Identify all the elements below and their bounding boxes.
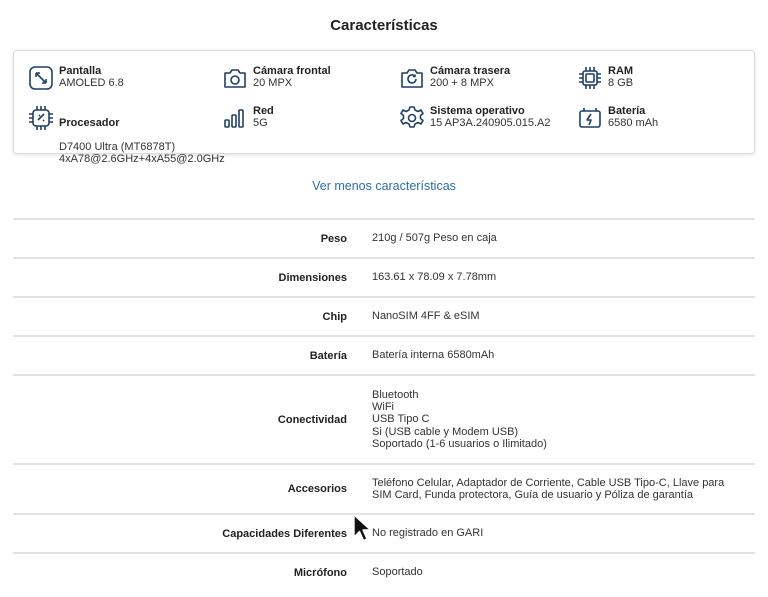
detail-value: Teléfono Celular, Adaptador de Corriente, Cable USB Tipo-C, Llave para SIM Card, Funda protectora, Guía de usuario y Póliza de garantía xyxy=(372,476,725,501)
spec-label: Sistema operativo xyxy=(430,105,525,117)
detail-value: NanoSIM 4FF & eSIM xyxy=(372,310,480,323)
gear-icon xyxy=(399,105,425,131)
front-camera-icon xyxy=(222,65,248,91)
spec-value: 20 MPX xyxy=(253,77,293,89)
mouse-cursor-icon xyxy=(352,513,374,543)
spec-value: D7400 Ultra (MT6878T) 4xA78@2.6GHz+4xA55@2.0GHz xyxy=(59,141,225,165)
table-row xyxy=(13,374,755,463)
table-row xyxy=(13,257,755,296)
table-row xyxy=(13,513,755,552)
spec-label: Cámara trasera xyxy=(430,65,511,77)
spec-label: Pantalla xyxy=(59,65,102,77)
table-row xyxy=(13,296,755,335)
spec-label: Cámara frontal xyxy=(253,65,331,77)
spec-sistema-operativo xyxy=(399,105,551,131)
spec-label: Batería xyxy=(608,105,646,117)
spec-procesador xyxy=(28,105,225,177)
signal-bars-icon xyxy=(222,105,248,131)
table-row xyxy=(13,335,755,374)
detail-key: Accesorios xyxy=(287,483,347,495)
screen-resize-icon xyxy=(28,65,54,91)
detail-key: Dimensiones xyxy=(278,271,347,284)
spec-value: AMOLED 6.8 xyxy=(59,77,124,89)
spec-label: Red xyxy=(253,105,274,117)
toggle-characteristics-link[interactable]: Ver menos características xyxy=(312,179,456,193)
spec-red xyxy=(222,105,274,131)
spec-ram xyxy=(577,65,633,91)
rear-camera-icon xyxy=(399,65,425,91)
spec-camara-frontal xyxy=(222,65,331,91)
spec-value: 6580 mAh xyxy=(608,117,659,129)
summary-card xyxy=(13,50,755,165)
detail-key: Batería xyxy=(309,349,347,362)
section-title: Características xyxy=(330,17,438,34)
table-row xyxy=(13,218,755,257)
detail-key: Micrófono xyxy=(293,566,347,579)
detail-key: Chip xyxy=(322,310,347,323)
spec-bateria xyxy=(577,105,658,131)
table-row xyxy=(13,463,755,513)
detail-value: Bluetooth WiFi USB Tipo C Si (USB cable y Modem USB) Soportado (1-6 usuarios o Ilimitado) xyxy=(372,388,547,450)
ram-chip-icon xyxy=(577,65,603,91)
table-row xyxy=(13,552,755,591)
detail-value: No registrado en GARI xyxy=(372,527,484,540)
spec-value: 8 GB xyxy=(608,77,634,89)
spec-pantalla xyxy=(28,65,124,91)
spec-camara-trasera xyxy=(399,65,510,91)
spec-label: RAM xyxy=(608,65,634,77)
detail-key: Peso xyxy=(320,232,347,245)
processor-chip-icon xyxy=(28,105,54,131)
spec-label: Procesador xyxy=(59,117,120,129)
detail-value: 163.61 x 78.09 x 7.78mm xyxy=(372,271,497,284)
detail-value: Batería interna 6580mAh xyxy=(372,349,495,362)
battery-charge-icon xyxy=(577,105,603,131)
detail-value: Soportado xyxy=(372,566,423,579)
detail-value: 210g / 507g Peso en caja xyxy=(372,232,497,245)
detail-key: Conectividad xyxy=(277,413,347,426)
detail-key: Capacidades Diferentes xyxy=(222,527,347,540)
spec-value: 5G xyxy=(253,117,268,129)
spec-value: 200 + 8 MPX xyxy=(430,77,494,89)
spec-value: 15 AP3A.240905.015.A2 xyxy=(430,117,551,129)
details-table xyxy=(13,218,755,591)
